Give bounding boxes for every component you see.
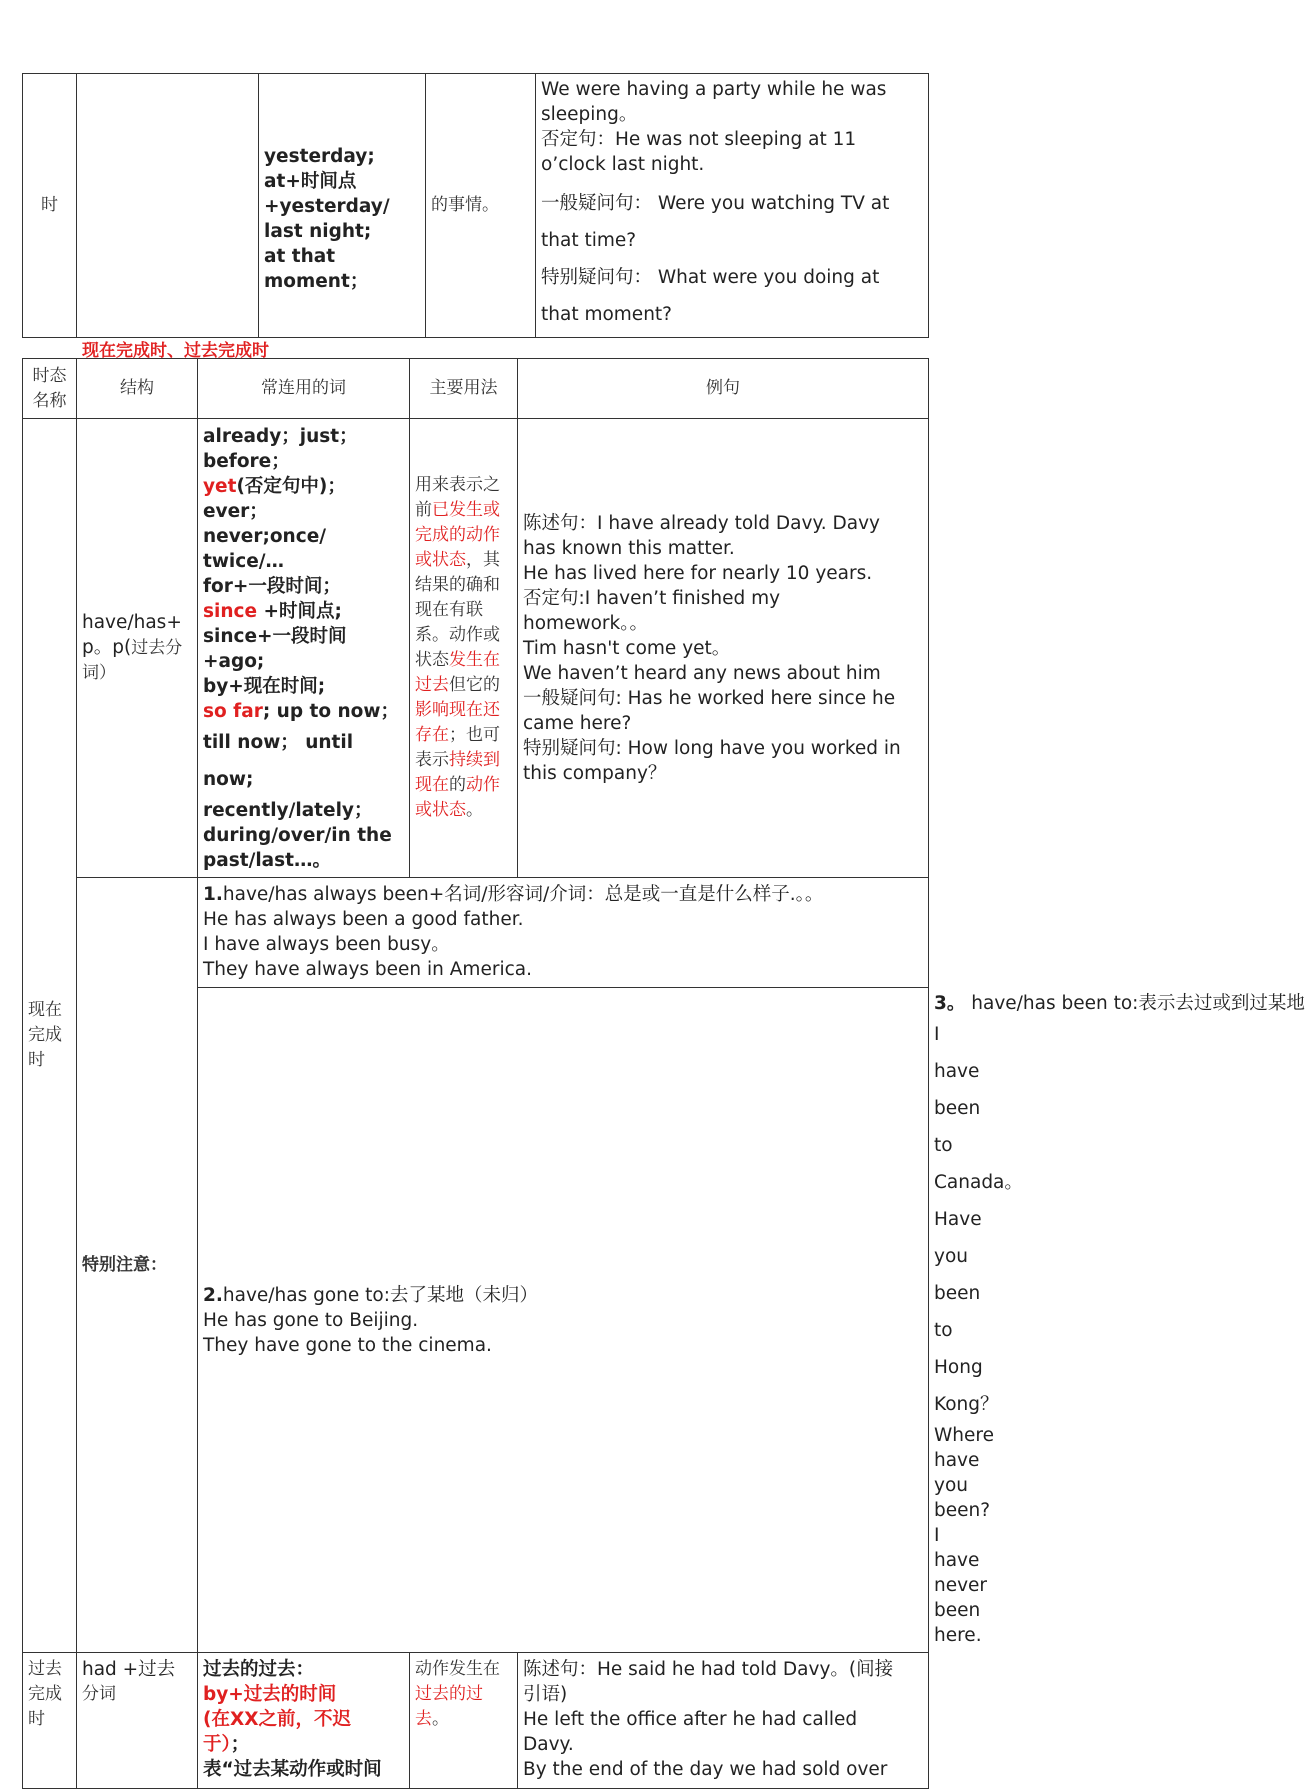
example-line: 一般疑问句: Has he worked here since he: [523, 687, 896, 709]
example-line: 否定句：He was not sleeping at 11: [541, 129, 857, 150]
example-line: 一般疑问句： Were you watching TV at: [541, 193, 890, 214]
special-note-row-1: [23, 878, 929, 988]
example-line: came here?: [523, 712, 632, 734]
present-perfect-words: already；just； before； yet(否定句中)； ever； never;once/ twice/… for+一段时间； since +时间点; since+一段时间 +ago; by+现在时间; so far; up to now； till now； until now; recently/lately； during/over/in the past/last…。: [198, 419, 410, 878]
word-line: last night;: [264, 220, 372, 242]
usage-text: 的事情。: [431, 195, 499, 215]
note-2: 2.have/has gone to:去了某地（未归） He has gone to Beijing. They have gone to the cinema.: [198, 988, 929, 1653]
past-perfect-examples: [518, 1653, 929, 1789]
header-tense-name: 时态 名称: [23, 359, 77, 419]
past-perfect-structure: had +过去 分词: [77, 1653, 198, 1789]
example-line: sleeping。: [541, 104, 638, 125]
example-line: 陈述句：I have already told Davy. Davy: [523, 512, 880, 534]
example-line: We were having a party while he was: [541, 79, 887, 100]
present-perfect-name: 现在 完成 时: [23, 419, 77, 1653]
example-line: He has lived here for nearly 10 years.: [523, 562, 873, 584]
examples-cell: [536, 74, 929, 338]
past-perfect-name: 过去 完成 时: [23, 1653, 77, 1789]
special-note-label: 特别注意：: [77, 878, 198, 1653]
example-line: that time?: [541, 230, 637, 251]
perfect-tenses-table: [22, 358, 1305, 1789]
header-main-usage: 主要用法: [410, 359, 518, 419]
past-perfect-row: [23, 1653, 929, 1789]
special-note-row-2: 2.have/has gone to:去了某地（未归） He has gone to Beijing. They have gone to the cinema. 3。 have/has been to:表示去过或到过某地 I have been to Canada。 Have you been to Hong Kong？ Where have you been? I have never been here.: [23, 988, 929, 1653]
example-line: 引语): [523, 1684, 568, 1705]
word-line: at that: [264, 245, 336, 267]
example-line: that moment?: [541, 304, 672, 325]
example-line: 特别疑问句: How long have you worked in: [523, 737, 901, 759]
example-line: this company？: [523, 762, 667, 784]
present-perfect-examples: [518, 419, 929, 878]
example-line: 否定句:I haven’t finished my: [523, 587, 781, 609]
word-line: +yesterday/: [264, 195, 390, 217]
word-line: yesterday;: [264, 145, 375, 167]
header-structure: 结构: [77, 359, 198, 419]
example-line: homework。。: [523, 612, 648, 634]
header-row: [23, 359, 929, 419]
present-perfect-usage: 用来表示之前已发生或完成的动作或状态，其结果的确和现在有联系。动作或状态发生在过去但它的影响现在还存在；也可表示持续到现在的动作或状态。: [410, 419, 518, 878]
tense-name-cell: [23, 74, 77, 338]
example-line: Tim hasn't come yet。: [523, 637, 731, 659]
example-line: has known this matter.: [523, 537, 735, 559]
past-continuous-table: [22, 73, 929, 338]
example-line: By the end of the day we had sold over: [523, 1759, 888, 1780]
past-perfect-words: 过去的过去： by+过去的时间 (在XX之前，不迟 于）； 表“过去某动作或时间: [198, 1653, 410, 1789]
example-line: o’clock last night.: [541, 154, 705, 175]
example-line: He left the office after he had called: [523, 1709, 858, 1730]
common-words-cell: [259, 74, 426, 338]
header-common-words: 常连用的词: [198, 359, 410, 419]
example-line: 陈述句：He said he had told Davy。(间接: [523, 1659, 894, 1680]
present-perfect-row: [23, 419, 929, 878]
example-line: We haven’t heard any news about him: [523, 662, 881, 684]
example-line: 特别疑问句： What were you doing at: [541, 267, 880, 288]
tense-name-suffix: 时: [41, 195, 58, 215]
section-heading: 现在完成时、过去完成时: [82, 341, 269, 361]
note-1: 1.have/has always been+名词/形容词/介词：总是或一直是什么样子.。。 He has always been a good father. I have always been busy。 They have always been in America.: [198, 878, 929, 988]
word-line: moment；: [264, 270, 369, 292]
past-perfect-usage: 动作发生在过去的过去。: [410, 1653, 518, 1789]
example-line: Davy.: [523, 1734, 574, 1755]
word-line: at+时间点: [264, 170, 357, 192]
present-perfect-structure: have/has+ p。p(过去分 词）: [77, 419, 198, 878]
header-examples: 例句: [518, 359, 929, 419]
usage-cell: [426, 74, 536, 338]
structure-cell: [77, 74, 259, 338]
